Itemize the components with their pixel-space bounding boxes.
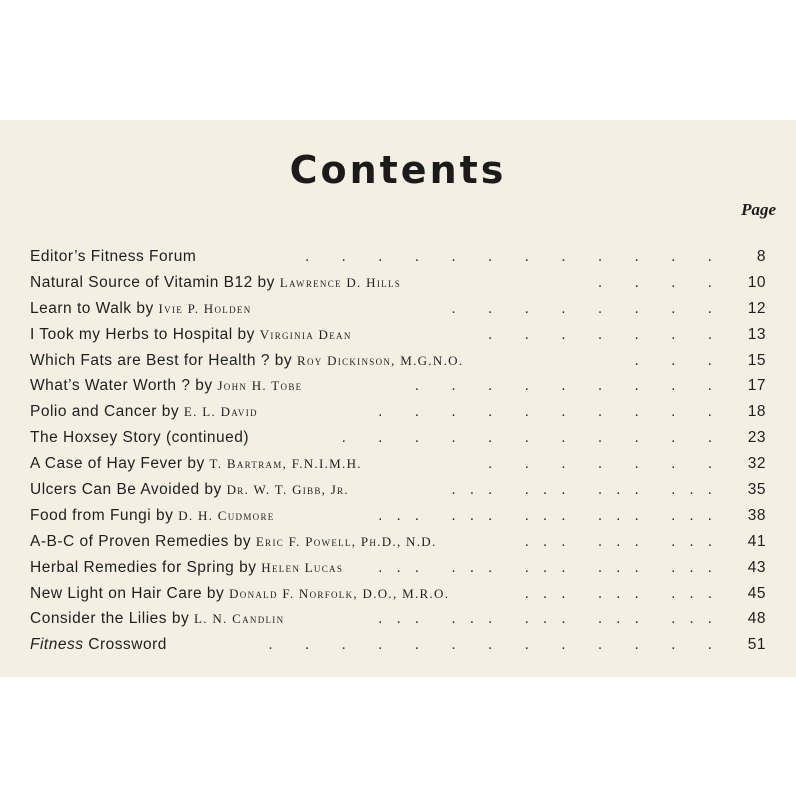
toc-leader-dots: ... ... ... — [524, 584, 726, 602]
toc-title: Herbal Remedies for Spring — [30, 558, 235, 576]
toc-leader-dots: ... ... ... ... ... — [378, 558, 726, 576]
toc-entry: Polio and Cancer by E. L. David — [30, 403, 258, 421]
contents-page — [0, 120, 796, 677]
toc-entry: Learn to Walk by Ivie P. Holden — [30, 299, 252, 317]
toc-page-number: 8 — [756, 248, 766, 265]
toc-title: Consider the Lilies — [30, 610, 168, 628]
toc-author: Helen Lucas — [261, 559, 344, 575]
toc-entry — [30, 244, 196, 270]
toc-page-number: 15 — [747, 351, 766, 369]
toc-entry: Herbal Remedies for Spring by Helen Lucas — [30, 558, 344, 576]
toc-title: Natural Source of Vitamin B12 — [30, 273, 253, 291]
toc-author: D. H. Cudmore — [178, 507, 275, 523]
toc-leader-dots: . . . — [634, 351, 726, 369]
toc-author: Virginia Dean — [259, 326, 352, 342]
toc-row — [30, 373, 766, 399]
toc-title: New Light on Hair Care — [30, 584, 203, 602]
toc-title: The Hoxsey Story (continued) — [30, 429, 250, 447]
toc-title: Which Fats are Best for Health ? — [30, 351, 270, 369]
toc-title: Ulcers Can Be Avoided — [30, 481, 200, 499]
toc-title: Learn to Walk — [30, 299, 132, 317]
toc-leader-dots: . . . . . . . . — [451, 299, 726, 317]
toc-title: I Took my Herbs to Hospital — [30, 325, 233, 343]
toc-page-number: 13 — [747, 325, 766, 343]
toc-entry: New Light on Hair Care by Donald F. Norfolk, D.O., M.R.O. — [30, 584, 450, 602]
toc-title: Crossword — [88, 636, 167, 654]
toc-leader-dots: . . . . . . . . . — [414, 377, 726, 395]
toc-entry: What’s Water Worth ? by John H. Tobe — [30, 377, 303, 395]
toc-entry: Natural Source of Vitamin B12 by Lawrence D. Hills — [30, 273, 402, 291]
toc-row — [30, 322, 766, 348]
toc-page-number: 12 — [747, 299, 766, 317]
toc-author: John H. Tobe — [217, 378, 303, 394]
toc-row — [30, 270, 766, 296]
toc-row — [30, 632, 766, 658]
toc-leader-dots: . . . . . . . . . . . — [341, 429, 726, 447]
toc-page-number: 43 — [747, 558, 766, 576]
toc-author: T. Bartram, F.N.I.M.H. — [209, 456, 362, 472]
toc-author: Donald F. Norfolk, D.O., M.R.O. — [229, 585, 450, 601]
toc-page-number: 38 — [747, 506, 766, 524]
toc-leader-dots: . . . . . . . . . . — [378, 403, 726, 421]
toc-author: Dr. W. T. Gibb, Jr. — [226, 482, 349, 498]
toc-page-number: 32 — [747, 455, 766, 473]
toc-page-number: 51 — [747, 636, 766, 654]
toc-page-number: 48 — [747, 610, 766, 628]
toc-row — [30, 529, 766, 555]
page-title: Contents — [289, 148, 507, 192]
toc-row — [30, 296, 766, 322]
toc-leader-dots: . . . . . . . — [488, 455, 726, 473]
toc-entry: I Took my Herbs to Hospital by Virginia Dean — [30, 325, 352, 343]
toc-author: Ivie P. Holden — [158, 300, 252, 316]
toc-author: Roy Dickinson, M.G.N.O. — [296, 352, 464, 368]
toc-title: Food from Fungi — [30, 506, 152, 524]
toc-leader-dots: ... ... ... — [524, 532, 726, 550]
toc-title: Editor’s Fitness Forum — [30, 248, 197, 265]
toc-entry — [30, 632, 167, 658]
toc-author: Eric F. Powell, Ph.D., N.D. — [255, 533, 437, 549]
toc-page-number: 18 — [747, 403, 766, 421]
toc-title: Polio and Cancer — [30, 403, 157, 421]
toc-row — [30, 244, 766, 270]
toc-leader-dots: . . . . . . . . . . . . . — [268, 636, 726, 654]
table-of-contents — [30, 244, 766, 658]
toc-page-number: 41 — [747, 532, 766, 550]
toc-row — [30, 606, 766, 632]
toc-row — [30, 348, 766, 374]
toc-row — [30, 451, 766, 477]
toc-entry: Consider the Lilies by L. N. Candlin — [30, 610, 285, 628]
toc-page-number: 10 — [747, 273, 766, 291]
toc-row — [30, 503, 766, 529]
toc-page-number: 35 — [747, 481, 766, 499]
toc-title: A-B-C of Proven Remedies — [30, 532, 229, 550]
toc-title: A Case of Hay Fever — [30, 455, 183, 473]
toc-leader-dots: . . . . — [597, 273, 726, 291]
toc-page-number: 17 — [747, 377, 766, 395]
toc-row — [30, 555, 766, 581]
toc-row — [30, 477, 766, 503]
toc-leader-dots: . . . . . . . . . . . . — [304, 248, 726, 265]
toc-leader-dots: ... ... ... ... — [451, 481, 726, 499]
toc-leader-dots: ... ... ... ... ... — [378, 506, 726, 524]
toc-leader-dots: ... ... ... ... ... — [378, 610, 726, 628]
toc-leader-dots: . . . . . . . — [488, 325, 726, 343]
toc-row — [30, 399, 766, 425]
toc-entry: A Case of Hay Fever by T. Bartram, F.N.I.M.H. — [30, 455, 362, 473]
toc-row — [30, 425, 766, 451]
toc-author: E. L. David — [183, 404, 258, 420]
toc-entry — [30, 425, 249, 451]
toc-author: L. N. Candlin — [194, 611, 285, 627]
toc-author: Lawrence D. Hills — [279, 274, 402, 290]
toc-entry: Ulcers Can Be Avoided by Dr. W. T. Gibb, Jr. — [30, 481, 349, 499]
toc-title: What’s Water Worth ? — [30, 377, 191, 395]
toc-row — [30, 581, 766, 607]
page-column-header: Page — [741, 200, 776, 219]
toc-entry: Which Fats are Best for Health ? by Roy Dickinson, M.G.N.O. — [30, 351, 464, 369]
toc-title-italic: Fitness — [30, 636, 84, 654]
toc-page-number: 23 — [747, 429, 766, 447]
toc-page-number: 45 — [747, 584, 766, 602]
toc-entry: Food from Fungi by D. H. Cudmore — [30, 506, 275, 524]
toc-entry: A-B-C of Proven Remedies by Eric F. Powell, Ph.D., N.D. — [30, 532, 437, 550]
